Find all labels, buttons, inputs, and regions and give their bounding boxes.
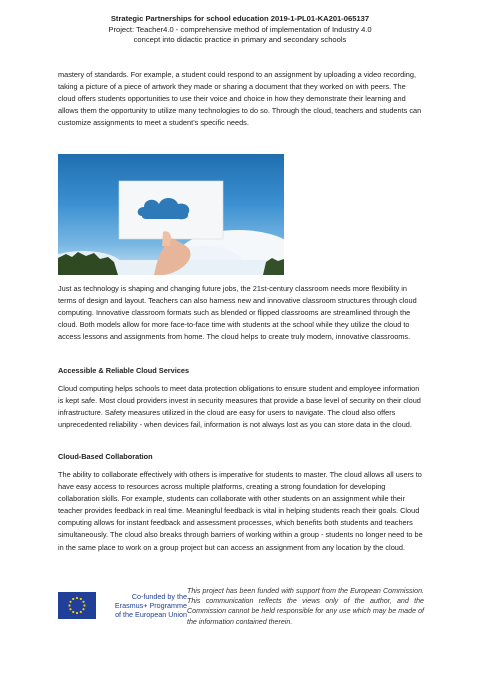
body-paragraph-3: [58, 383, 424, 431]
cloud-photo-illustration: [58, 154, 284, 275]
section-heading-collaboration: Cloud-Based Collaboration: [58, 452, 153, 461]
funding-disclaimer: This project has been funded with support from the European Commission. This communication reflects the views only of the author, and the Commission cannot be held responsible for any use which may be made of the information contained therein.: [187, 587, 424, 626]
body-paragraph-1: [58, 69, 424, 129]
paragraph-text: mastery of standards. For example, a student could respond to an assignment by uploading a video recording, taking a picture of a piece of artwork they made or sharing a document that they worked on with peers. The cloud offers students opportunities to use their voice and choice in how they demonstrate their learning and allows them the opportunity to utilize many technologies to do so. Through the cloud, teachers and students can customize assignments to meet a student’s specific needs.: [58, 70, 422, 128]
cofund-line-1: Co-funded by the: [131, 592, 187, 601]
body-paragraph-4: [58, 469, 424, 554]
page-header: [0, 14, 480, 46]
cofund-line-2: Erasmus+ Programme: [114, 601, 187, 611]
body-paragraph-2: [58, 283, 424, 343]
cofund-line-3: of the European Union: [115, 610, 187, 620]
cloud-photo: [58, 154, 284, 275]
header-line-1: Strategic Partnerships for school education 2019-1-PL01-KA201-065137: [110, 14, 370, 23]
eu-cofunded-logo: [58, 592, 187, 622]
eu-flag-icon: [58, 592, 96, 619]
paragraph-text: The ability to collaborate effectively with others is imperative for students to master. The cloud allows all users to have easy access to resources across multiple platforms, creating a strong foundation for developing collaboration skills. For example, students can collaborate with other students on an assignment while their teacher provides feedback in real time. Meaningful feedback is vital in helping students reach their goals. Cloud computing allows for instant feedback and assessment processes, which benefits both students and teachers simultaneously. The cloud also breaks through barriers of working within a group - students no longer need to be in the same place to work on a group project but can access an assignment from any location by the cloud.: [58, 470, 423, 552]
section-heading-accessible: Accessible & Reliable Cloud Services: [58, 366, 190, 375]
cofunded-text: [99, 592, 187, 620]
header-line-2: Project: Teacher4.0 - comprehensive method of implementation of Industry 4.0: [108, 24, 372, 34]
header-line-3: concept into didactic practice in primary and secondary schools: [133, 35, 347, 44]
paragraph-text: Cloud computing helps schools to meet data protection obligations to ensure student and employee information is kept safe. Most cloud providers invest in security measures that provide a base level of security on their cloud infrastructure. Safety measures utilized in the cloud are easy for users to navigate. The cloud also offers unprecedented reliability - when devices fail, information is not always lost as you can store data in the cloud.: [58, 384, 421, 430]
paragraph-text: Just as technology is shaping and changing future jobs, the 21st-century classroom needs more flexibility in terms of design and layout. Teachers can also harness new and innovative classroom structures through cloud computing. Innovative classroom formats such as blended or flipped classrooms are streamlined through the cloud. Both models allow for more face-to-face time with students at the school while they utilize the cloud to access lessons and assignments from home. The cloud helps to create truly modern, innovative classrooms.: [58, 284, 417, 342]
